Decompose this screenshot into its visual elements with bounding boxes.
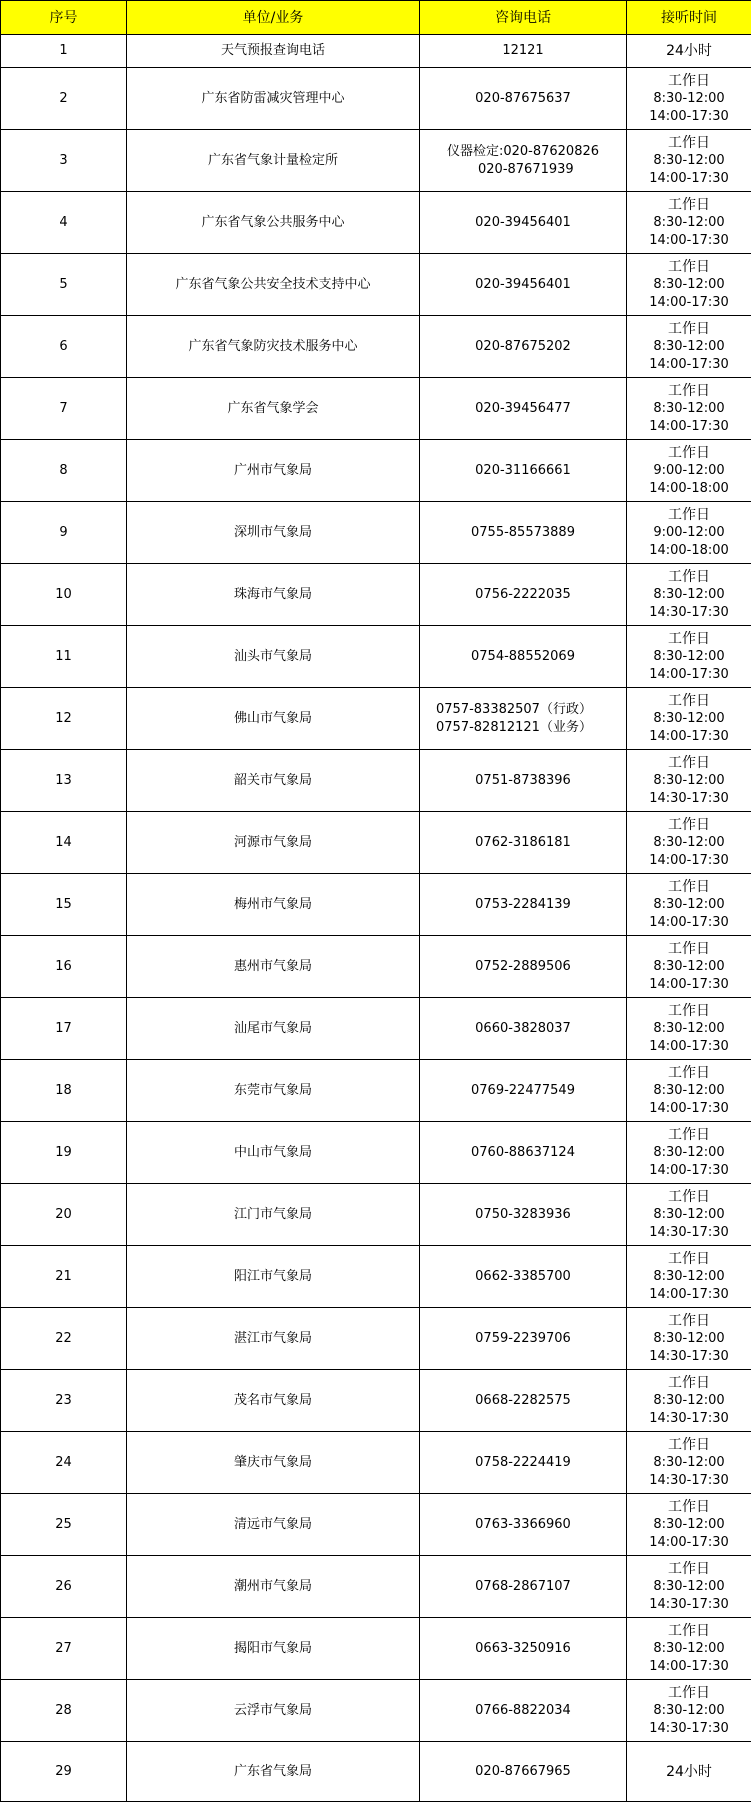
row-number: 27: [1, 1618, 127, 1680]
hours-range: 14:00-17:30: [649, 1286, 729, 1302]
table-body: [1, 35, 751, 1802]
hours-range: 8:30-12:00: [653, 1702, 725, 1718]
hours-label: 工作日: [668, 1684, 710, 1701]
hours-cell: [627, 1556, 751, 1618]
hours-range: 8:30-12:00: [653, 648, 725, 664]
hours-label: 工作日: [668, 754, 710, 771]
unit-name: 天气预报查询电话: [127, 35, 420, 68]
hours-cell: [627, 502, 751, 564]
header-row: [1, 1, 751, 35]
hours-label: 工作日: [668, 258, 710, 275]
phone-cell: [420, 1060, 627, 1122]
hours-label: 工作日: [668, 1064, 710, 1081]
phone-cell: [420, 440, 627, 502]
unit-name: 佛山市气象局: [127, 688, 420, 750]
table-row: [1, 1184, 751, 1246]
table-row: [1, 874, 751, 936]
phone-number: 020-31166661: [475, 462, 571, 478]
hours-cell: [627, 998, 751, 1060]
hours-label: 工作日: [668, 1126, 710, 1143]
table-row: [1, 1370, 751, 1432]
hours-label: 工作日: [668, 1560, 710, 1577]
unit-name: 肇庆市气象局: [127, 1432, 420, 1494]
hours-label: 工作日: [668, 940, 710, 957]
hours-range: 14:00-17:30: [649, 976, 729, 992]
table-row: [1, 812, 751, 874]
hours-label: 工作日: [668, 1374, 710, 1391]
table-header: [1, 1, 751, 35]
unit-name: 广东省气象公共安全技术支持中心: [127, 254, 420, 316]
table-row: [1, 35, 751, 68]
phone-cell: [420, 1680, 627, 1742]
hours-cell: [627, 1680, 751, 1742]
header-hours: 接听时间: [627, 1, 751, 35]
unit-name: 河源市气象局: [127, 812, 420, 874]
hours-range: 14:30-17:30: [649, 1348, 729, 1364]
row-number: 23: [1, 1370, 127, 1432]
phone-number: 0663-3250916: [475, 1640, 571, 1656]
hours-label: 工作日: [668, 382, 710, 399]
hours-cell: [627, 254, 751, 316]
hours-range: 8:30-12:00: [653, 958, 725, 974]
row-number: 28: [1, 1680, 127, 1742]
hours-range: 14:30-17:30: [649, 604, 729, 620]
phone-number: 0750-3283936: [475, 1206, 571, 1222]
hours-range: 14:00-17:30: [649, 852, 729, 868]
hours-range: 8:30-12:00: [653, 90, 725, 106]
row-number: 6: [1, 316, 127, 378]
phone-number: 0660-3828037: [475, 1020, 571, 1036]
phone-cell: [420, 1432, 627, 1494]
row-number: 2: [1, 68, 127, 130]
row-number: 25: [1, 1494, 127, 1556]
hours-label: 24小时: [666, 43, 712, 59]
hours-cell: [627, 1060, 751, 1122]
hours-range: 8:30-12:00: [653, 772, 725, 788]
row-number: 8: [1, 440, 127, 502]
table-row: [1, 1122, 751, 1184]
hours-label: 工作日: [668, 1622, 710, 1639]
hours-range: 8:30-12:00: [653, 1082, 725, 1098]
hours-label: 工作日: [668, 692, 710, 709]
row-number: 5: [1, 254, 127, 316]
hours-cell: [627, 874, 751, 936]
table-row: [1, 1060, 751, 1122]
hours-label: 工作日: [668, 320, 710, 337]
hours-range: 14:00-17:30: [649, 170, 729, 186]
table-row: [1, 998, 751, 1060]
hours-range: 8:30-12:00: [653, 1206, 725, 1222]
row-number: 16: [1, 936, 127, 998]
table-row: [1, 254, 751, 316]
hours-range: 14:00-17:30: [649, 1658, 729, 1674]
table-row: [1, 68, 751, 130]
hours-range: 8:30-12:00: [653, 338, 725, 354]
phone-number: 0769-22477549: [471, 1082, 575, 1098]
hours-range: 14:00-17:30: [649, 666, 729, 682]
row-number: 10: [1, 564, 127, 626]
hours-range: 8:30-12:00: [653, 1392, 725, 1408]
hours-range: 14:00-18:00: [649, 480, 729, 496]
row-number: 22: [1, 1308, 127, 1370]
phone-cell: [420, 750, 627, 812]
row-number: 26: [1, 1556, 127, 1618]
hours-range: 8:30-12:00: [653, 1516, 725, 1532]
unit-name: 深圳市气象局: [127, 502, 420, 564]
hours-cell: [627, 378, 751, 440]
phone-cell: [420, 1184, 627, 1246]
hours-label: 工作日: [668, 1002, 710, 1019]
table-row: [1, 1680, 751, 1742]
phone-cell: [420, 874, 627, 936]
phone-cell: [420, 812, 627, 874]
phone-cell: [420, 130, 627, 192]
phone-number: 12121: [502, 43, 544, 58]
hours-cell: [627, 564, 751, 626]
phone-number: 0760-88637124: [471, 1144, 575, 1160]
hours-cell: [627, 1494, 751, 1556]
phone-cell: [420, 316, 627, 378]
hours-range: 8:30-12:00: [653, 152, 725, 168]
hours-range: 14:00-17:30: [649, 1100, 729, 1116]
unit-name: 江门市气象局: [127, 1184, 420, 1246]
phone-number: 0668-2282575: [475, 1392, 571, 1408]
hours-range: 8:30-12:00: [653, 710, 725, 726]
table-row: [1, 564, 751, 626]
phone-number: 0752-2889506: [475, 958, 571, 974]
hours-range: 8:30-12:00: [653, 1268, 725, 1284]
hours-label: 工作日: [668, 444, 710, 461]
hours-range: 8:30-12:00: [653, 1578, 725, 1594]
row-number: 17: [1, 998, 127, 1060]
phone-cell: [420, 1618, 627, 1680]
unit-name: 揭阳市气象局: [127, 1618, 420, 1680]
row-number: 13: [1, 750, 127, 812]
hours-label: 工作日: [668, 1436, 710, 1453]
hours-label: 工作日: [668, 1188, 710, 1205]
unit-name: 汕尾市气象局: [127, 998, 420, 1060]
unit-name: 云浮市气象局: [127, 1680, 420, 1742]
hours-range: 8:30-12:00: [653, 1454, 725, 1470]
hours-label: 工作日: [668, 1498, 710, 1515]
header-unit: 单位/业务: [127, 1, 420, 35]
unit-name: 阳江市气象局: [127, 1246, 420, 1308]
phone-number: 0662-3385700: [475, 1268, 571, 1284]
hours-range: 8:30-12:00: [653, 1640, 725, 1656]
hours-range: 8:30-12:00: [653, 214, 725, 230]
table-row: [1, 936, 751, 998]
phone-number: 0754-88552069: [471, 648, 575, 664]
phone-cell: [420, 1556, 627, 1618]
row-number: 12: [1, 688, 127, 750]
hours-label: 工作日: [668, 72, 710, 89]
hours-range: 9:00-12:00: [653, 462, 725, 478]
hours-cell: [627, 192, 751, 254]
phone-cell: [420, 1122, 627, 1184]
phone-number: 0766-8822034: [475, 1702, 571, 1718]
hours-range: 8:30-12:00: [653, 1144, 725, 1160]
hours-label: 工作日: [668, 568, 710, 585]
row-number: 4: [1, 192, 127, 254]
phone-cell: [420, 68, 627, 130]
phone-cell: [420, 1370, 627, 1432]
phone-number: 仪器检定:020-87620826: [446, 143, 600, 159]
unit-name: 广东省气象学会: [127, 378, 420, 440]
phone-cell: [420, 1308, 627, 1370]
phone-number: 0751-8738396: [475, 772, 571, 788]
unit-name: 广东省气象局: [127, 1742, 420, 1802]
hours-range: 14:30-17:30: [649, 790, 729, 806]
hours-cell: [627, 316, 751, 378]
unit-name: 广东省防雷减灾管理中心: [127, 68, 420, 130]
hours-range: 14:30-17:30: [649, 1472, 729, 1488]
table-row: [1, 1618, 751, 1680]
row-number: 21: [1, 1246, 127, 1308]
phone-number: 020-87667965: [475, 1763, 571, 1779]
hours-cell: [627, 1432, 751, 1494]
hours-range: 14:30-17:30: [649, 1410, 729, 1426]
table-row: [1, 1308, 751, 1370]
unit-name: 广州市气象局: [127, 440, 420, 502]
row-number: 15: [1, 874, 127, 936]
hours-cell: [627, 35, 751, 68]
phone-number: 020-39456477: [475, 400, 571, 416]
hours-range: 14:00-17:30: [649, 418, 729, 434]
unit-name: 广东省气象防灾技术服务中心: [127, 316, 420, 378]
phone-number: 0757-83382507（行政）: [436, 701, 592, 717]
phone-number: 0768-2867107: [475, 1578, 571, 1594]
hours-cell: [627, 688, 751, 750]
hours-range: 8:30-12:00: [653, 834, 725, 850]
phone-cell: [420, 192, 627, 254]
header-no: 序号: [1, 1, 127, 35]
table-row: [1, 440, 751, 502]
unit-name: 惠州市气象局: [127, 936, 420, 998]
hours-range: 14:30-17:30: [649, 1720, 729, 1736]
table-row: [1, 1432, 751, 1494]
unit-name: 广东省气象公共服务中心: [127, 192, 420, 254]
hours-range: 8:30-12:00: [653, 896, 725, 912]
phone-cell: [420, 936, 627, 998]
hours-label: 工作日: [668, 878, 710, 895]
unit-name: 东莞市气象局: [127, 1060, 420, 1122]
hours-cell: [627, 130, 751, 192]
hours-range: 14:00-17:30: [649, 294, 729, 310]
unit-name: 湛江市气象局: [127, 1308, 420, 1370]
unit-name: 韶关市气象局: [127, 750, 420, 812]
hours-label: 工作日: [668, 134, 710, 151]
table-row: [1, 130, 751, 192]
phone-cell: [420, 378, 627, 440]
hours-range: 14:00-17:30: [649, 108, 729, 124]
phone-cell: [420, 35, 627, 68]
hours-range: 8:30-12:00: [653, 1020, 725, 1036]
hours-range: 14:30-17:30: [649, 1596, 729, 1612]
phone-number: 0755-85573889: [471, 524, 575, 540]
table-row: [1, 192, 751, 254]
table-row: [1, 1494, 751, 1556]
table-row: [1, 378, 751, 440]
phone-number: 0758-2224419: [475, 1454, 571, 1470]
hours-cell: [627, 68, 751, 130]
row-number: 14: [1, 812, 127, 874]
unit-name: 潮州市气象局: [127, 1556, 420, 1618]
hours-range: 14:00-17:30: [649, 1038, 729, 1054]
phone-number: 0759-2239706: [475, 1330, 571, 1346]
phone-number: 0756-2222035: [475, 586, 571, 602]
hours-cell: [627, 1246, 751, 1308]
phone-number: 0762-3186181: [475, 834, 571, 850]
unit-name: 珠海市气象局: [127, 564, 420, 626]
phone-cell: [420, 1742, 627, 1802]
hours-cell: [627, 1308, 751, 1370]
hours-label: 工作日: [668, 1250, 710, 1267]
row-number: 19: [1, 1122, 127, 1184]
table-row: [1, 626, 751, 688]
hours-cell: [627, 812, 751, 874]
hours-cell: [627, 1742, 751, 1802]
table-row: [1, 1246, 751, 1308]
phone-cell: [420, 1494, 627, 1556]
hours-range: 8:30-12:00: [653, 586, 725, 602]
hours-label: 24小时: [666, 1763, 712, 1780]
phone-number: 020-39456401: [475, 214, 571, 230]
table-row: [1, 502, 751, 564]
header-phone: 咨询电话: [420, 1, 627, 35]
hours-range: 14:00-17:30: [649, 914, 729, 930]
phone-number: 020-39456401: [475, 276, 571, 292]
hours-range: 14:00-17:30: [649, 356, 729, 372]
hours-cell: [627, 1184, 751, 1246]
unit-name: 茂名市气象局: [127, 1370, 420, 1432]
hours-range: 8:30-12:00: [653, 400, 725, 416]
phone-number: 0757-82812121（业务）: [436, 719, 592, 735]
phone-cell: [420, 998, 627, 1060]
row-number: 29: [1, 1742, 127, 1802]
hours-range: 8:30-12:00: [653, 1330, 725, 1346]
hours-label: 工作日: [668, 196, 710, 213]
table-row: [1, 1556, 751, 1618]
hours-label: 工作日: [668, 816, 710, 833]
table-row: [1, 316, 751, 378]
unit-name: 汕头市气象局: [127, 626, 420, 688]
hours-range: 14:00-17:30: [649, 728, 729, 744]
row-number: 7: [1, 378, 127, 440]
hours-label: 工作日: [668, 506, 710, 523]
row-number: 1: [1, 35, 127, 68]
hours-cell: [627, 1122, 751, 1184]
hours-cell: [627, 440, 751, 502]
row-number: 3: [1, 130, 127, 192]
unit-name: 梅州市气象局: [127, 874, 420, 936]
hours-range: 9:00-12:00: [653, 524, 725, 540]
hours-cell: [627, 1370, 751, 1432]
hours-cell: [627, 626, 751, 688]
row-number: 11: [1, 626, 127, 688]
phone-number: 0763-3366960: [475, 1516, 571, 1532]
phone-number: 020-87675202: [475, 338, 571, 354]
hours-range: 14:00-17:30: [649, 1534, 729, 1550]
hours-range: 14:00-17:30: [649, 1162, 729, 1178]
hours-cell: [627, 750, 751, 812]
row-number: 18: [1, 1060, 127, 1122]
hours-range: 14:00-17:30: [649, 232, 729, 248]
phone-number: 020-87671939: [478, 161, 574, 177]
row-number: 20: [1, 1184, 127, 1246]
unit-name: 中山市气象局: [127, 1122, 420, 1184]
hours-range: 8:30-12:00: [653, 276, 725, 292]
row-number: 24: [1, 1432, 127, 1494]
phone-cell: [420, 502, 627, 564]
phone-number: 020-87675637: [475, 90, 571, 106]
hours-range: 14:00-18:00: [649, 542, 729, 558]
table-row: [1, 1742, 751, 1802]
hours-cell: [627, 1618, 751, 1680]
hours-label: 工作日: [668, 630, 710, 647]
table-row: [1, 688, 751, 750]
hours-cell: [627, 936, 751, 998]
row-number: 9: [1, 502, 127, 564]
phone-number: 0753-2284139: [475, 896, 571, 912]
phone-cell: [420, 254, 627, 316]
unit-name: 广东省气象计量检定所: [127, 130, 420, 192]
hours-range: 14:30-17:30: [649, 1224, 729, 1240]
table-row: [1, 750, 751, 812]
phone-cell: [420, 1246, 627, 1308]
phone-cell: [420, 688, 627, 750]
phone-cell: [420, 626, 627, 688]
hours-label: 工作日: [668, 1312, 710, 1329]
phone-cell: [420, 564, 627, 626]
unit-name: 清远市气象局: [127, 1494, 420, 1556]
